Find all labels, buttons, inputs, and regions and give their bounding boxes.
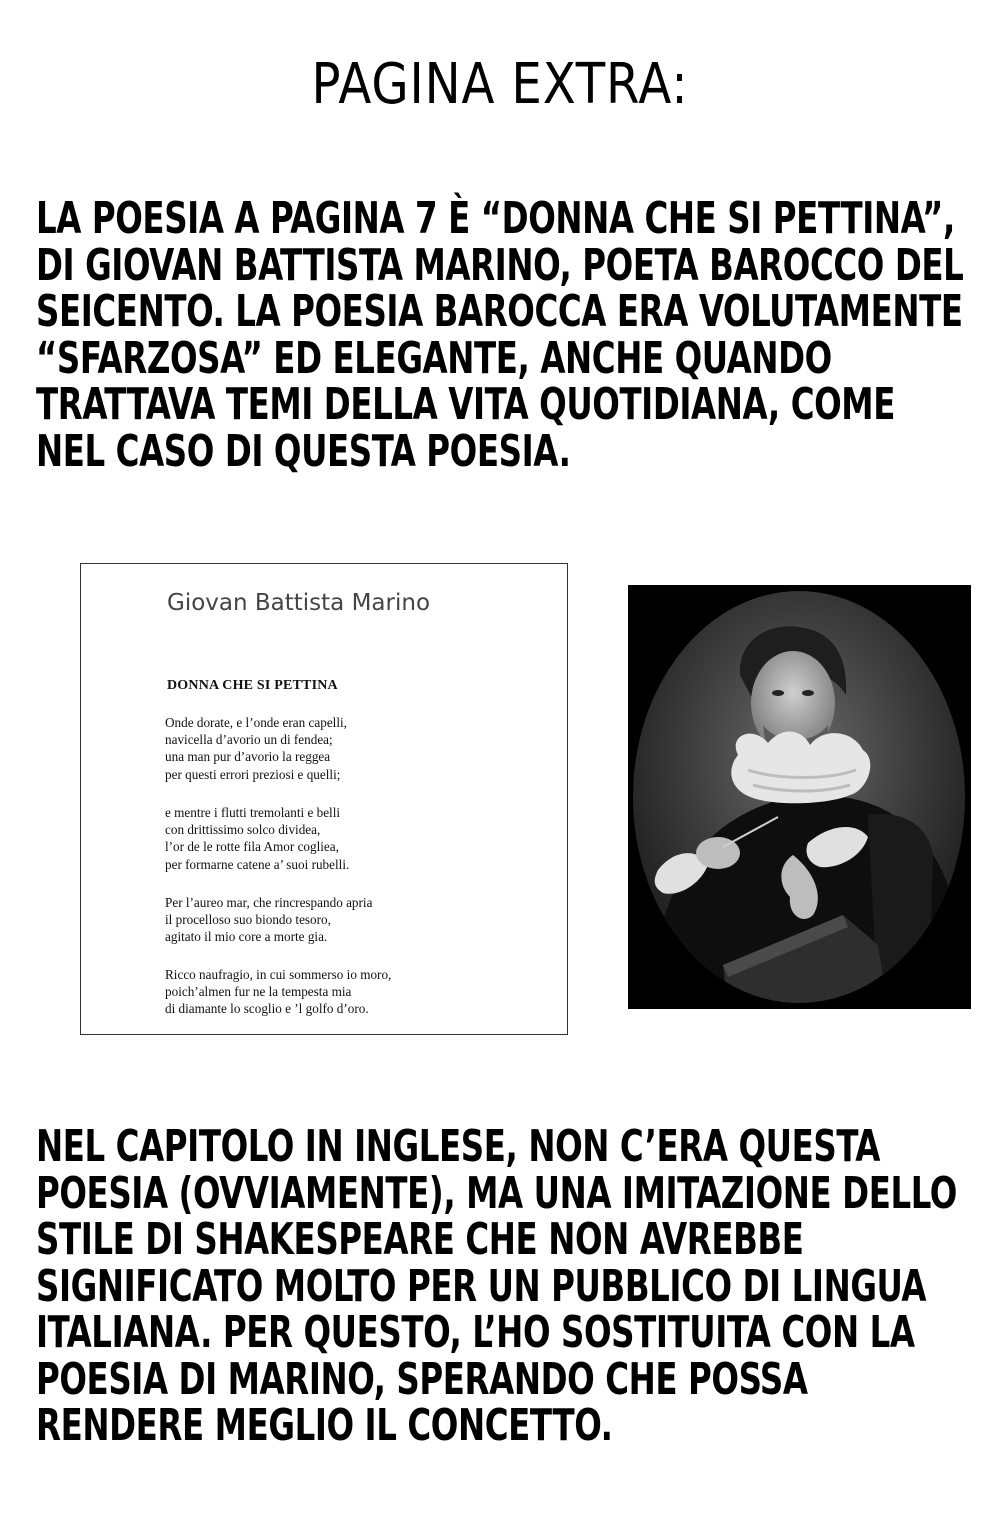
note-paragraph	[36, 1121, 979, 1451]
text-line: POESIA (OVVIAMENTE), MA UNA IMITAZIONE DELLO	[36, 1167, 957, 1219]
poem-line: per questi errori preziosi e quelli;	[165, 766, 341, 782]
text-line: SEICENTO. LA POESIA BAROCCA ERA VOLUTAMENTE	[36, 286, 963, 337]
portrait-image	[628, 585, 971, 1009]
text-line: SIGNIFICATO MOLTO PER UN PUBBLICO DI LINGUA	[36, 1260, 927, 1312]
poem-line: per formarne catene a’ suoi rubelli.	[165, 856, 350, 872]
portrait-drawing	[628, 585, 971, 1009]
text-line: LA POESIA A PAGINA 7 È “DONNA CHE SI PETTINA”,	[36, 193, 955, 244]
page-title: PAGINA EXTRA:	[311, 52, 689, 117]
text-line: RENDERE MEGLIO IL CONCETTO.	[36, 1400, 613, 1451]
intro-paragraph	[36, 193, 979, 477]
text-line: TRATTAVA TEMI DELLA VITA QUOTIDIANA, COME	[36, 379, 895, 430]
text-line: ITALIANA. PER QUESTO, L’HO SOSTITUITA CON LA	[36, 1307, 915, 1358]
poem-line: navicella d’avorio un di fendea;	[165, 732, 333, 748]
poem-stanza	[165, 966, 391, 1018]
text-line: POESIA DI MARINO, SPERANDO CHE POSSA	[36, 1353, 808, 1405]
poem-line: una man pur d’avorio la reggea	[165, 749, 331, 765]
poem-image	[80, 563, 568, 1035]
poem-line: l’or de le rotte fila Amor cogliea,	[165, 839, 339, 855]
text-line: NEL CASO DI QUESTA POESIA.	[36, 425, 571, 477]
text-line: DI GIOVAN BATTISTA MARINO, POETA BAROCCO DEL	[36, 239, 964, 291]
poem-line: Ricco naufragio, in cui sommerso io moro,	[165, 967, 392, 982]
poem-author: Giovan Battista Marino	[167, 590, 431, 616]
poem-line: di diamante lo scoglio e ’l golfo d’oro.	[165, 1001, 369, 1017]
poem-line: e mentre i flutti tremolanti e belli	[165, 805, 341, 820]
poem-stanza	[165, 894, 372, 946]
poem-line: poich’almen fur ne la tempesta mia	[165, 984, 352, 1000]
poem-title: DONNA CHE SI PETTINA	[167, 678, 338, 693]
text-line: NEL CAPITOLO IN INGLESE, NON C’ERA QUESTA	[36, 1121, 881, 1172]
text-line: STILE DI SHAKESPEARE CHE NON AVREBBE	[36, 1214, 804, 1265]
poem-line: Per l’aureo mar, che rincrespando apria	[165, 895, 373, 910]
poem-line: Onde dorate, e l’onde eran capelli,	[165, 715, 347, 730]
poem-line: agitato il mio core a morte gia.	[165, 929, 328, 945]
text-line: “SFARZOSA” ED ELEGANTE, ANCHE QUANDO	[36, 332, 832, 384]
poem-line: con drittissimo solco dividea,	[165, 822, 321, 838]
poem-line: il procelloso suo biondo tesoro,	[165, 912, 331, 928]
poem-stanza	[165, 714, 347, 783]
poem-stanza	[165, 804, 349, 873]
